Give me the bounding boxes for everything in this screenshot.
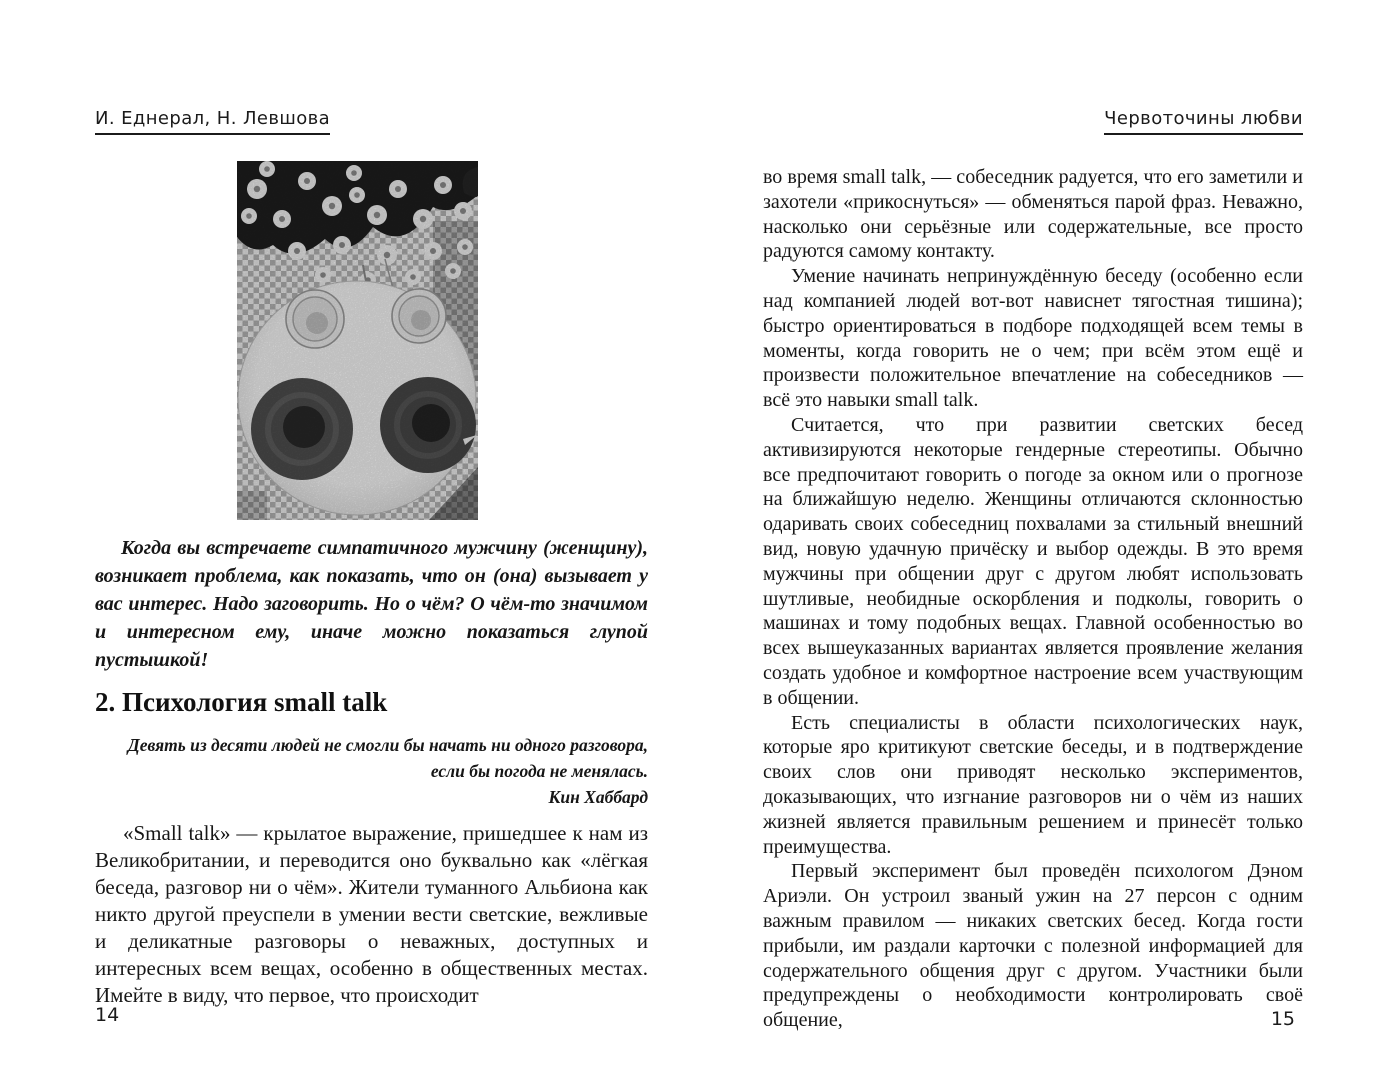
grain-overlay xyxy=(237,161,478,520)
paragraph: Считается, что при развитии светских бесед активизируются некоторые гендерные стереотипы. Обычно все предпочитают говорить о погоде за окном или о прогнозе на ближайшую неделю. Женщины отличаются склонностью одаривать своих собеседниц похвалами за стильный внешний вид, новую удачную причёску и выбор одежды. В это время мужчины при общении друг с другом любят использовать шутливые, необидные оскорбления и подколы, говорить о машинах и тому подобных вещах. Главной особенностью во всех вышеуказанных вариантах является проявление желания создать удобное и комфортное настроение всем участвующим в общении. xyxy=(763,413,1303,709)
right-running-header-text: Червоточины любви xyxy=(1104,108,1303,135)
epigraph-line: если бы погода не менялась. xyxy=(430,761,648,781)
right-body xyxy=(763,165,1303,1033)
epigraph xyxy=(95,732,648,810)
photo-donuts-and-glasses-face xyxy=(237,161,478,520)
section-heading: 2. Психология small talk xyxy=(95,687,388,717)
epigraph-line: Девять из десяти людей не смогли бы начать ни одного разговора, xyxy=(127,735,648,755)
right-page-number: 15 xyxy=(1270,1008,1295,1030)
left-body xyxy=(95,820,648,1009)
paragraph: Первый эксперимент был проведён психологом Дэном Ариэли. Он устроил званый ужин на 27 персон с одним важным правилом — никаких светских бесед. Когда гости прибыли, им раздали карточки с полезной информацией для содержательного общения друг с другом. Участники были предупреждены о необходимости контролировать своё общение, xyxy=(763,860,1303,1032)
photo-caption: Когда вы встречаете симпатичного мужчину (женщину), возникает проблема, как показать, что он (она) вызывает у вас интерес. Надо заговорить. Но о чём? О чём-то значимом и интересном ему, иначе можно показаться глупой пустышкой! xyxy=(95,537,648,671)
paragraph: Умение начинать непринуждённую беседу (особенно если над компанией людей вот-вот нависнет тягостная тишина); быстро ориентироваться в подборе подходящей всем темы в моменты, когда говорить не о чем; при всём этом ещё и произвести положительное впечатление на собеседников — всё это навыки small talk. xyxy=(763,265,1303,412)
left-page-number: 14 xyxy=(95,1004,120,1026)
photo-illustration-svg xyxy=(237,161,478,520)
paragraph: «Small talk» — крылатое выражение, пришедшее к нам из Великобритании, и переводится оно буквально как «лёгкая беседа, разговор ни о чём». Жители туманного Альбиона как никто другой преуспели в умении вести светские, вежливые и деликатные разговоры о неважных, доступных и интересных всем вещах, особенно в общественных местах. Имейте в виду, что первое, что происходит xyxy=(95,821,648,1007)
left-running-header-text: И. Еднерал, Н. Левшова xyxy=(95,108,330,135)
left-running-header xyxy=(95,108,648,135)
right-page xyxy=(763,108,1303,1033)
paragraph: во время small talk, — собеседник радуется, что его заметили и захотели «прикоснуться» — обменяться парой фраз. Неважно, насколько они серьёзные или содержательные, все просто радуются самому контакту. xyxy=(763,166,1303,263)
left-page xyxy=(95,108,648,1009)
paragraph: Есть специалисты в области психологических наук, которые яро критикуют светские беседы, и в подтверждение своих слов они приводят несколько экспериментов, доказывающих, что изгнание разговоров ни о чём из наших жизней является правильным решением и принесёт только преимущества. xyxy=(763,711,1303,858)
right-running-header xyxy=(763,108,1303,135)
epigraph-author: Кин Хаббард xyxy=(548,787,648,807)
